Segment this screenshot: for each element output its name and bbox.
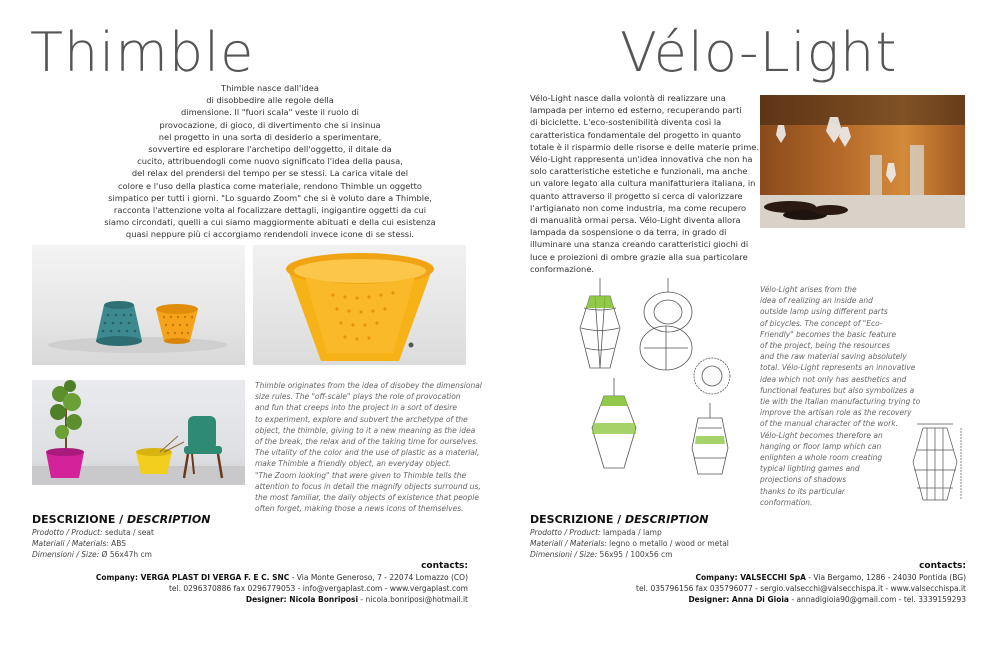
company-line: Company: VERGA PLAST DI VERGA F. E C. SNC - Via Monte Generoso, 7 - 22074 Lomazzo (CO) xyxy=(95,573,468,582)
velolight-specs xyxy=(530,527,729,560)
english-line: thanks to its particular xyxy=(760,486,846,496)
english-line: outside lamp using different parts xyxy=(760,307,888,317)
intro-line: totale è il risparmio delle risorse e delle materie prime. xyxy=(530,141,760,152)
english-line: Thimble originates from the idea of disobey the dimensional xyxy=(255,381,482,390)
intro-line: siamo circondati, quelli a cui siamo maggiormente abituati e della cui esistenza xyxy=(104,217,436,228)
english-line: attention to focus in detail the magnify objects surround us, xyxy=(255,481,481,491)
thimble-interior-illustration xyxy=(32,380,245,485)
intro-line: nel progetto in una sorta di desiderio a sperimentare, xyxy=(158,131,382,142)
thimble-interior-photo xyxy=(32,380,245,485)
intro-line: illuminare una stanza creando caratteristici giochi di xyxy=(530,239,749,250)
english-line: the most familiar, the daily objects of existence that people xyxy=(255,493,479,503)
velolight-technical-drawing xyxy=(903,420,968,508)
english-line: of the break, the relax and of the taking time for ourselves. xyxy=(255,437,479,447)
intro-line: simpatico per tutti i giorni. "Lo sguardo Zoom" che si è voluto dare a Thimble, xyxy=(108,192,432,203)
english-line: enlighten a whole room creating xyxy=(760,453,883,463)
desc-heading-it: DESCRIZIONE / xyxy=(530,513,626,526)
english-line: Friendly" becomes the basic feature xyxy=(760,329,897,339)
intro-line: l'artigianato non come industria, ma come recupero xyxy=(530,202,747,213)
intro-line: colore e l'uso della plastica come materiale, rendono Thimble un oggetto xyxy=(118,180,422,191)
velolight-interior-photo xyxy=(760,95,965,228)
velolight-intro-it xyxy=(530,92,760,275)
desc-heading-it: DESCRIZIONE / xyxy=(32,513,128,526)
intro-line: di biciclette. L'eco-sostenibilità diventa così la xyxy=(530,117,722,128)
velolight-interior-illustration xyxy=(760,95,965,228)
thimble-description-heading xyxy=(32,513,210,526)
english-line: functional features but also symbolizes a xyxy=(760,385,915,395)
thimble-description-en xyxy=(255,380,482,514)
english-line: total. Vélo-Light represents an innovative xyxy=(760,363,916,373)
english-line: hanging or floor lamp which can xyxy=(760,441,882,451)
english-line: make Thimble a friendly object, an everyday object. xyxy=(255,459,452,469)
spec-product: Prodotto / Product: lampada / lamp xyxy=(530,528,662,537)
english-line: improve the artisan role as the recovery xyxy=(760,408,912,418)
intro-line: solo caratteristiche estetiche e funzionali, ma anche xyxy=(530,166,748,177)
contacts-title: contacts: xyxy=(919,561,966,571)
intro-line: dimensione. Il "fuori scala" veste il ruolo di xyxy=(181,107,359,118)
intro-line: di manualità ormai persa. Vélo-Light diventa allora xyxy=(530,215,741,226)
intro-line: Vélo-Light nasce dalla volontà di realizzare una xyxy=(530,93,726,103)
intro-line: conformazione. xyxy=(530,263,595,274)
velolight-title: Vélo-Light xyxy=(620,21,898,84)
english-line: object, the thimble, giving to it a new meaning as the idea xyxy=(255,425,476,435)
thimble-render-photo xyxy=(32,245,245,365)
english-line: and fun that creeps into the project in a sort of desire xyxy=(255,403,457,413)
velolight-sketches xyxy=(578,278,753,503)
english-line: size rules. The "off-scale" plays the role of provocation xyxy=(255,392,461,402)
spec-size: Dimensioni / Size: Ø 56x47h cm xyxy=(32,550,152,559)
english-line: "The Zoom looking" that were given to Thimble tells the xyxy=(255,470,467,480)
english-line: The vitality of the color and the use of plastic as a material, xyxy=(255,448,480,458)
english-line: of bicycles. The concept of "Eco- xyxy=(760,318,883,328)
thimble-intro-it xyxy=(70,82,470,241)
intro-line: luce e proiezioni di ombre grazie alla sua particolare xyxy=(530,251,748,262)
thimble-render-illustration xyxy=(32,245,245,365)
english-line: conformation. xyxy=(760,497,813,507)
thimble-title: Thimble xyxy=(30,21,255,84)
intro-line: quanto attraverso il progetto si cerca di valorizzare xyxy=(530,190,743,201)
english-line: Vélo-Light arises from the xyxy=(760,285,857,294)
english-line: Vélo-Light becomes therefore an xyxy=(760,430,883,440)
phone-line: tel. 035796156 fax 035796077 - sergio.valsecchi@valsecchispa.it - www.valsecchispa.it xyxy=(636,584,966,593)
intro-line: caratteristica fondamentale del progetto in quanto xyxy=(530,129,741,140)
spec-materials: Materiali / Materials: ABS xyxy=(32,539,127,548)
desc-heading-en: DESCRIPTION xyxy=(625,513,709,526)
thimble-closeup-illustration xyxy=(253,245,466,365)
velolight-description-en xyxy=(760,284,921,508)
spec-size: Dimensioni / Size: 56x95 / 100x56 cm xyxy=(530,550,673,559)
intro-line: un valore legato alla cultura manifatturiera italiana, in xyxy=(530,178,756,189)
intro-line: del relax del prendersi del tempo per se stessi. La carica vitale del xyxy=(131,168,409,179)
english-line: and the raw material saving absolutely xyxy=(760,352,907,362)
company-line: Company: VALSECCHI SpA - Via Bergamo, 1286 - 24030 Pontida (BG) xyxy=(695,573,966,582)
designer-line: Designer: Anna Di Gioia - annadigioia90@gmail.com - tel. 3339159293 xyxy=(688,595,966,604)
intro-line: provocazione, di gioco, di divertimento che si insinua xyxy=(159,119,381,130)
intro-line: cucito, attribuendogli come nuovo significato l'idea della pausa, xyxy=(137,156,403,167)
english-line: projections of shadows xyxy=(760,475,847,485)
english-line: idea which not only has aesthetics and xyxy=(760,374,907,384)
intro-line: Thimble nasce dall'idea xyxy=(221,83,319,93)
contacts-title: contacts: xyxy=(421,561,468,571)
english-line: tie with the Italian manufacturing trying to xyxy=(760,397,921,407)
spec-materials: Materiali / Materials: legno o metallo / wood or metal xyxy=(530,539,729,548)
spec-product: Prodotto / Product: seduta / seat xyxy=(32,528,154,537)
thimble-contacts xyxy=(96,561,468,605)
intro-line: lampada da sospensione o da terra, in grado di xyxy=(530,227,727,238)
intro-line: lampada per interno ed esterno, recuperando parti xyxy=(530,105,742,116)
designer-line: Designer: Nicola Bonriposi - nicola.bonriposi@hotmail.it xyxy=(245,595,468,604)
english-line: of the project, being the resources xyxy=(760,341,890,351)
velolight-technical-illustration xyxy=(903,420,968,508)
velolight-description-heading xyxy=(530,513,708,526)
intro-line: di disobbedire alle regole della xyxy=(206,95,334,106)
english-line: often forget, making those a news icons of themselves. xyxy=(255,504,464,514)
phone-line: tel. 0296370886 fax 0296779053 - info@vergaplast.com - www.vergaplast.com xyxy=(168,584,468,593)
intro-line: sovvertire ed esplorare l'archetipo dell'oggetto, il ditale da xyxy=(148,144,392,155)
velolight-page xyxy=(498,0,996,655)
velolight-sketches-illustration xyxy=(578,278,753,503)
desc-heading-en: DESCRIPTION xyxy=(127,513,211,526)
intro-line: Vélo-Light rappresenta un'idea innovativa che non ha xyxy=(530,154,753,165)
thimble-specs xyxy=(32,527,154,560)
intro-line: racconta l'attenzione volta al focalizzare dettagli, ingigantire oggetti da cui xyxy=(113,205,427,216)
english-line: typical lighting games and xyxy=(760,464,860,474)
english-line: of the manual character of the work. xyxy=(760,419,898,429)
intro-line: quasi neppure più ci accorgiamo rendendoli invece icone di se stessi. xyxy=(125,229,415,240)
velolight-contacts xyxy=(636,561,966,605)
english-line: idea of realizing an inside and xyxy=(760,296,873,306)
thimble-closeup-photo xyxy=(253,245,466,365)
english-line: to experiment, explore and subvert the archetype of the xyxy=(255,414,468,424)
